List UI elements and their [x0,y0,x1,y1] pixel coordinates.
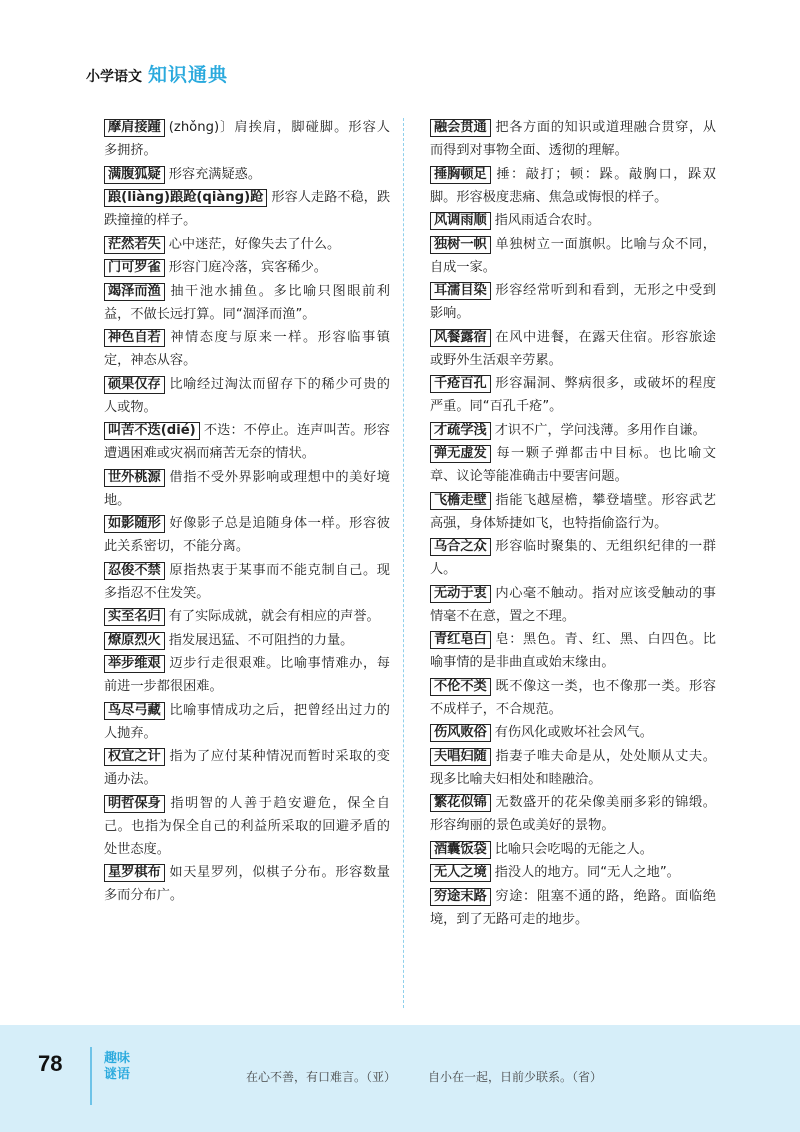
left-column [104,116,390,908]
idiom-term: 实至名归 [104,608,165,626]
idiom-entry [430,326,716,372]
right-column [430,116,716,931]
idiom-definition: 皂：黑色。青、红、黑、白四色。比喻事情的是非曲直或始末缘由。 [430,632,716,670]
idiom-term: 才疏学浅 [430,422,491,440]
idiom-definition: 指没人的地方。同“无人之地”。 [494,865,680,880]
idiom-term: 融会贯通 [430,119,491,137]
idiom-entry [430,628,716,674]
idiom-entry [104,256,390,279]
idiom-entry [430,489,716,535]
idiom-definition: 有伤风化或败坏社会风气。 [494,725,653,740]
idiom-definition: 指为了应付某种情况而暂时采取的变通办法。 [104,749,390,787]
idiom-entry [430,209,716,232]
idiom-term: 无动于衷 [430,585,491,603]
idiom-entry [430,535,716,581]
idiom-term: 飞檐走壁 [430,492,491,510]
idiom-entry [104,116,390,162]
riddle-label: 趣味谜语 [104,1051,131,1082]
idiom-definition: 比喻只会吃喝的无能之人。 [494,841,653,857]
idiom-term: 举步维艰 [104,655,165,673]
idiom-definition: 指明智的人善于趋安避危，保全自己。也指为保全自己的利益所采取的回避矛盾的处世态度。 [104,795,390,857]
idiom-term: 权宜之计 [104,748,165,766]
idiom-term: 酒囊饭袋 [430,841,491,859]
idiom-term: 青红皂白 [430,631,491,649]
idiom-term: 风调雨顺 [430,212,491,230]
page-header [86,60,228,87]
idiom-entry [430,279,716,325]
idiom-entry [430,885,716,931]
idiom-term: 夫唱妇随 [430,748,491,766]
idiom-entry [430,675,716,721]
idiom-definition: 内心毫不触动。指对应该受触动的事情毫不在意，置之不理。 [430,585,716,624]
idiom-definition: 单独树立一面旗帜。比喻与众不同，自成一家。 [430,236,716,275]
idiom-definition: 才识不广，学问浅薄。多用作自谦。 [494,422,706,438]
idiom-definition: 形容充满疑惑。 [168,166,262,182]
idiom-term: 竭泽而渔 [104,283,165,301]
idiom-definition: 迈步行走很艰难。比喻事情难办，每前进一步都很困难。 [104,656,390,694]
idiom-entry [104,559,390,605]
idiom-entry [104,792,390,861]
idiom-definition: 形容经常听到和看到，无形之中受到影响。 [430,283,716,321]
idiom-term: 硕果仅存 [104,376,165,394]
idiom-term: 独树一帜 [430,236,491,254]
idiom-entry [104,280,390,326]
idiom-entry [104,466,390,512]
idiom-term: 茫然若失 [104,236,165,254]
idiom-term: 弹无虚发 [430,445,491,463]
series-title: 小学语文 [86,69,142,85]
idiom-definition: 无数盛开的花朵像美丽多彩的锦缎。形容绚丽的景色或美好的景物。 [430,795,716,833]
idiom-term: 忍俊不禁 [104,562,165,580]
idiom-term: 叫苦不迭(dié) [104,422,200,440]
idiom-term: 门可罗雀 [104,259,165,277]
idiom-definition: 如天星罗列，似棋子分布。形容数量多而分布广。 [104,865,390,903]
idiom-definition: 指风雨适合农时。 [494,213,601,228]
idiom-entry [430,721,716,744]
idiom-term: 摩肩接踵 [104,119,165,137]
idiom-entry [430,582,716,628]
idiom-definition: 比喻事情成功之后，把曾经出过力的人抛弃。 [104,702,390,741]
idiom-definition: 借指不受外界影响或理想中的美好境地。 [104,469,390,508]
idiom-term: 伤风败俗 [430,724,491,742]
idiom-term: 满腹狐疑 [104,166,165,184]
idiom-entry [104,373,390,419]
idiom-definition: 在风中进餐，在露天住宿。形容旅途或野外生活艰辛劳累。 [430,329,716,368]
idiom-term: 乌合之众 [430,538,491,556]
riddle-2: 自小在一起，日前少联系。（省） [428,1070,603,1084]
idiom-entry [104,186,390,232]
idiom-entry [430,791,716,837]
idiom-entry [104,512,390,558]
footer-divider [90,1047,92,1105]
idiom-entry [104,652,390,698]
idiom-entry [104,605,390,628]
idiom-term: 燎原烈火 [104,632,165,650]
idiom-entry [430,838,716,861]
idiom-entry [430,745,716,791]
idiom-entry [104,419,390,465]
book-title: 知识通典 [148,64,229,86]
idiom-entry [104,163,390,186]
idiom-entry [430,233,716,279]
idiom-definition: 心中迷茫，好像失去了什么。 [168,236,341,252]
idiom-definition: 形容漏洞、弊病很多，或破坏的程度严重。同“百孔千疮”。 [430,376,716,414]
idiom-term: 无人之境 [430,864,491,882]
idiom-entry [104,745,390,791]
idiom-definition: 每一颗子弹都击中目标。也比喻文章、议论等能准确击中要害问题。 [430,446,716,484]
idiom-definition: 把各方面的知识或道理融合贯穿，从而得到对事物全面、透彻的理解。 [430,120,716,158]
idiom-entry [104,326,390,372]
page-footer [0,1025,800,1132]
idiom-entry [104,233,390,256]
idiom-entry [430,116,716,162]
idiom-definition: 指发展迅猛、不可阻挡的力量。 [168,632,354,648]
idiom-term: 踉(liàng)踉跄(qiàng)跄 [104,189,267,207]
idiom-definition: 形容人走路不稳，跌跌撞撞的样子。 [104,190,391,228]
idiom-definition: 形容门庭冷落，宾客稀少。 [168,260,327,275]
idiom-term: 明哲保身 [104,795,165,813]
idiom-term: 耳濡目染 [430,282,491,300]
idiom-term: 星罗棋布 [104,864,165,882]
idiom-term: 不伦不类 [430,678,491,696]
idiom-entry [104,861,390,907]
idiom-definition: 指妻子唯夫命是从，处处顺从丈夫。现多比喻夫妇相处和睦融洽。 [430,748,716,787]
idiom-term: 捶胸顿足 [430,166,491,184]
idiom-definition: 捶：敲打；顿：跺。敲胸口，跺双脚。形容极度悲痛、焦急或悔恨的样子。 [430,166,716,205]
idiom-definition: 原指热衷于某事而不能克制自己。现多指忍不住发笑。 [104,562,390,601]
idiom-term: 世外桃源 [104,469,165,487]
idiom-definition: 有了实际成就，就会有相应的声誉。 [168,609,380,624]
idiom-entry [430,861,716,884]
idiom-term: 繁花似锦 [430,794,491,812]
idiom-term: 如影随形 [104,515,165,533]
idiom-definition: 好像影子总是追随身体一样。形容彼此关系密切，不能分离。 [104,516,390,554]
idiom-entry [104,699,390,745]
idiom-term: 风餐露宿 [430,329,491,347]
riddle-1: 在心不善，有口难言。（亚） [246,1070,397,1084]
idiom-term: 千疮百孔 [430,375,491,393]
idiom-definition: (zhǒng)〕肩挨肩，脚碰脚。形容人多拥挤。 [104,120,390,158]
idiom-definition: 抽干池水捕鱼。多比喻只图眼前利益，不做长远打算。同“涸泽而渔”。 [104,283,390,322]
idiom-definition: 既不像这一类，也不像那一类。形容不成样子，不合规范。 [430,678,716,717]
idiom-entry [430,372,716,418]
idiom-definition: 指能飞越屋檐，攀登墙壁。形容武艺高强，身体矫捷如飞，也特指偷盗行为。 [430,492,716,531]
idiom-definition: 穷途：阻塞不通的路，绝路。面临绝境，到了无路可走的地步。 [430,888,716,927]
idiom-term: 神色自若 [104,329,165,347]
idiom-definition: 神情态度与原来一样。形容临事镇定，神态从容。 [104,330,390,368]
idiom-term: 鸟尽弓藏 [104,702,165,720]
idiom-entry [430,163,716,209]
idiom-entry [430,442,716,488]
idiom-definition: 形容临时聚集的、无组织纪律的一群人。 [430,539,716,577]
page-number: 78 [38,1051,63,1076]
idiom-definition: 不迭：不停止。连声叫苦。形容遭遇困难或灾祸而痛苦无奈的情状。 [104,423,390,461]
column-divider [403,118,404,1008]
idiom-entry [430,419,716,442]
idiom-entry [104,629,390,652]
idiom-definition: 比喻经过淘汰而留存下的稀少可贵的人或物。 [104,376,390,415]
idiom-term: 穷途末路 [430,888,491,906]
